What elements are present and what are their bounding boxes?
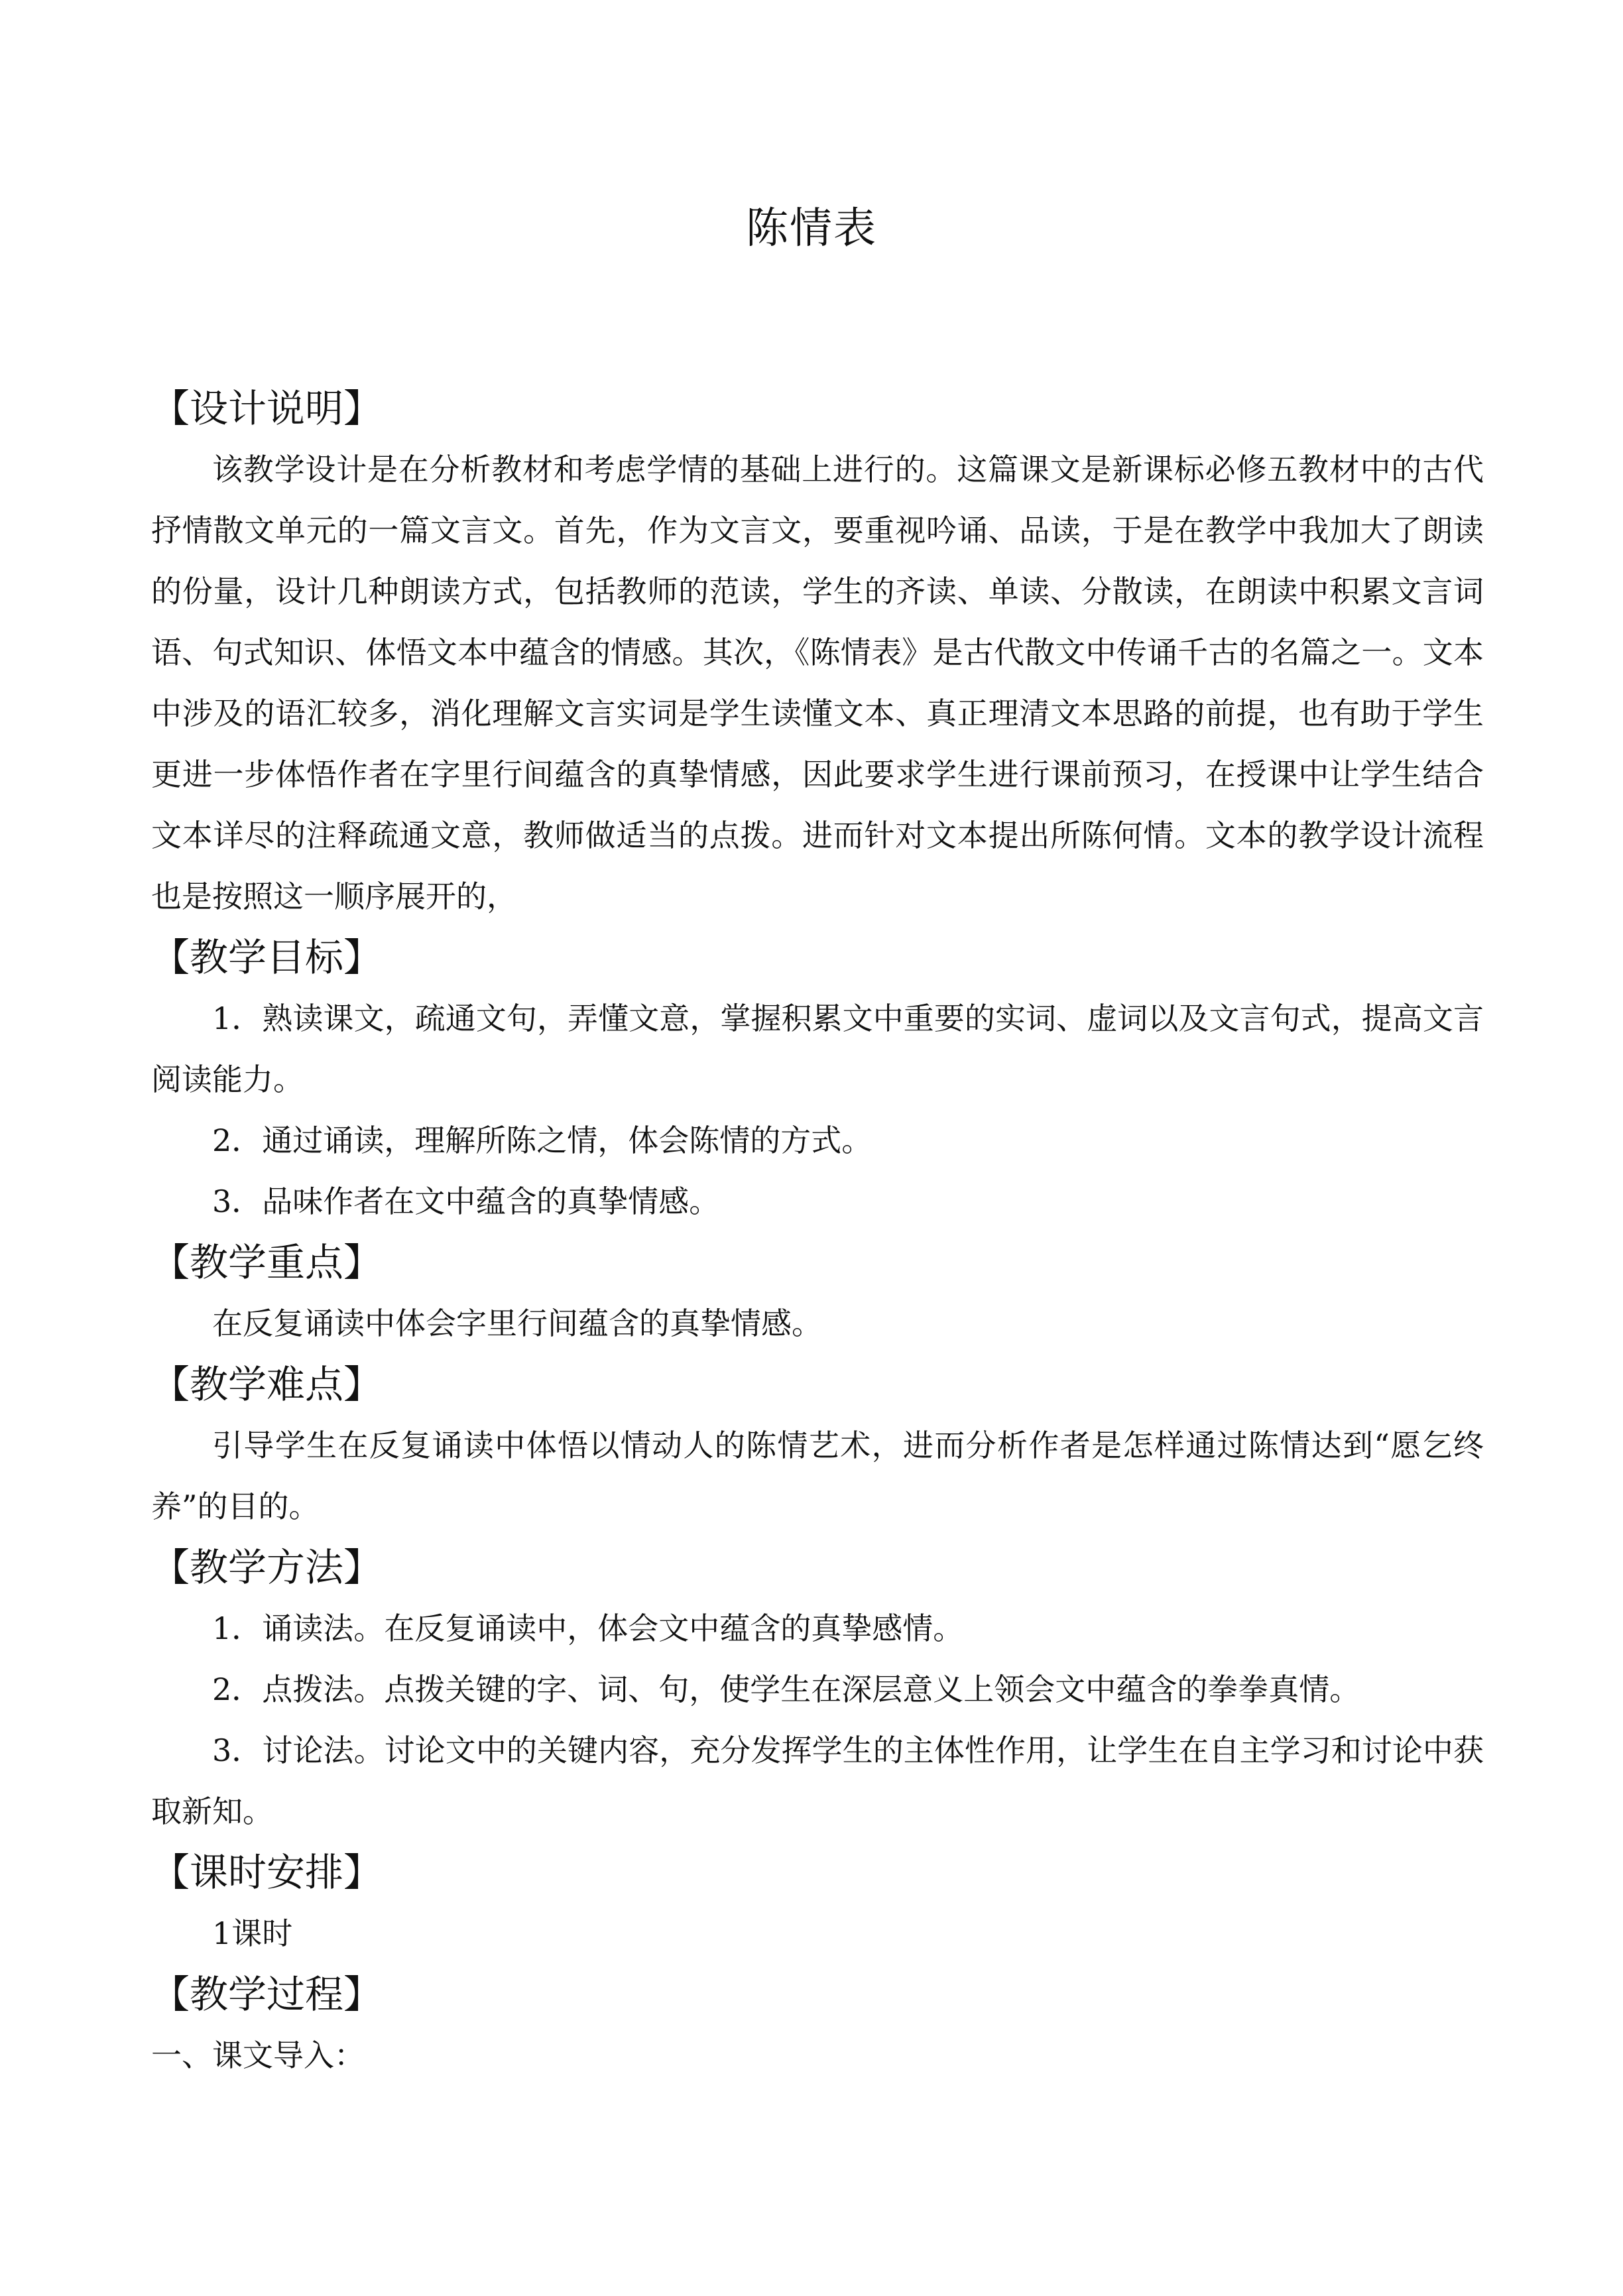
difficulty-paragraph: 引导学生在反复诵读中体悟以情动人的陈情艺术，进而分析作者是怎样通过陈情达到“愿乞终养”的目的。 [151, 1427, 1484, 1524]
focus-paragraph: 在反复诵读中体会字里行间蕴含的真挚情感。 [212, 1305, 822, 1341]
section-heading-schedule: 【课时安排】 [151, 1850, 383, 1895]
document-body [151, 378, 1484, 2086]
section-heading-design: 【设计说明】 [151, 386, 383, 431]
process-step-1: 一、课文导入： [151, 2037, 365, 2073]
page-title: 陈情表 [746, 204, 877, 253]
section-heading-focus: 【教学重点】 [151, 1240, 383, 1285]
goal-item-2: 2．通过诵读，理解所陈之情，体会陈情的方式。 [212, 1122, 872, 1158]
method-item-1: 1．诵读法。在反复诵读中，体会文中蕴含的真挚感情。 [212, 1610, 964, 1646]
section-heading-methods: 【教学方法】 [151, 1545, 383, 1590]
design-description-paragraph: 该教学设计是在分析教材和考虑学情的基础上进行的。这篇课文是新课标必修五教材中的古代抒情散文单元的一篇文言文。首先，作为文言文，要重视吟诵、品读，于是在教学中我加大了朗读的份量，设计几种朗读方式，包括教师的范读，学生的齐读、单读、分散读，在朗读中积累文言词语、句式知识、体悟文本中蕴含的情感。其次，《陈情表》是古代散文中传诵千古的名篇之一。文本中涉及的语汇较多，消化理解文言实词是学生读懂文本、真正理清文本思路的前提，也有助于学生更进一步体悟作者在字里行间蕴含的真挚情感，因此要求学生进行课前预习，在授课中让学生结合文本详尽的注释疏通文意，教师做适当的点拨。进而针对文本提出所陈何情。文本的教学设计流程也是按照这一顺序展开的， [151, 452, 1484, 914]
method-item-3: 3．讨论法。讨论文中的关键内容，充分发挥学生的主体性作用，让学生在自主学习和讨论中获取新知。 [151, 1732, 1484, 1829]
goal-item-1: 1．熟读课文，疏通文句，弄懂文意，掌握积累文中重要的实词、虚词以及文言句式，提高文言阅读能力。 [151, 1000, 1484, 1097]
method-item-2: 2．点拨法。点拨关键的字、词、句，使学生在深层意义上领会文中蕴含的拳拳真情。 [212, 1671, 1360, 1707]
schedule-text: 1课时 [212, 1915, 293, 1951]
section-heading-difficulty: 【教学难点】 [151, 1362, 383, 1407]
goal-item-3: 3．品味作者在文中蕴含的真挚情感。 [212, 1183, 720, 1219]
section-heading-goals: 【教学目标】 [151, 935, 383, 980]
section-heading-process: 【教学过程】 [151, 1972, 383, 2017]
